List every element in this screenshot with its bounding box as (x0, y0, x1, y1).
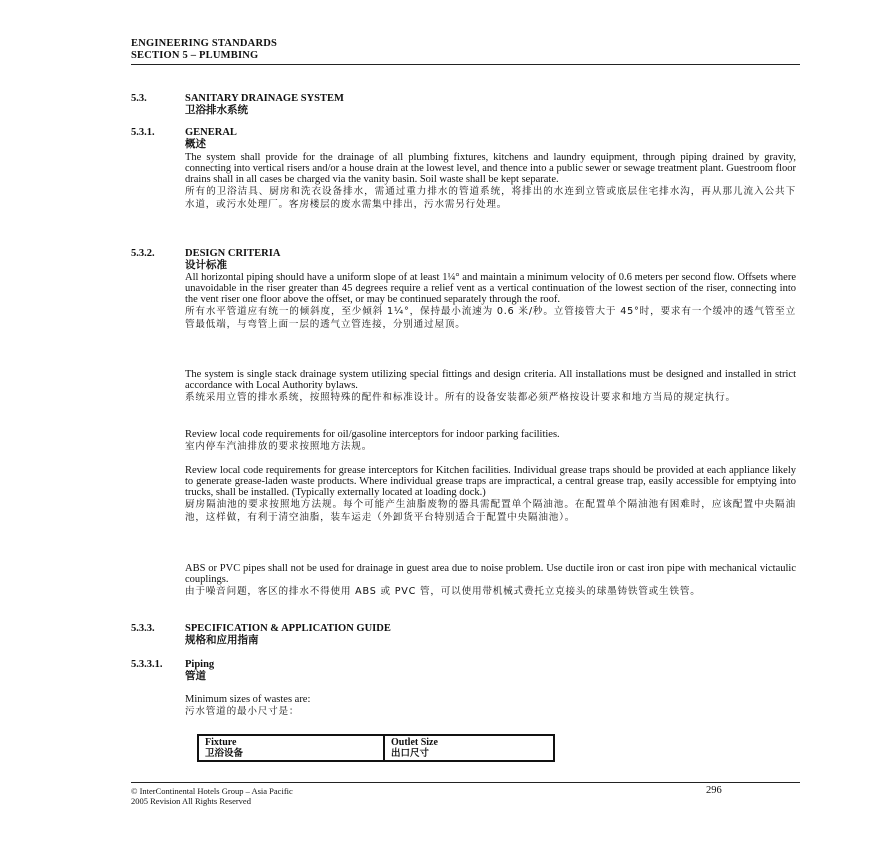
paragraph-cn: 由于噪音问题，客区的排水不得使用 ABS 或 PVC 管，可以使用带机械式费托立克接头的球墨铸铁管或生铁管。 (185, 586, 701, 597)
footer-copyright: © InterContinental Hotels Group – Asia Pacific (131, 786, 293, 796)
section-title-cn: 管道 (185, 671, 206, 682)
table-header-en: Outlet Size (391, 737, 438, 748)
footer-rule (131, 782, 800, 783)
paragraph-en: Review local code requirements for grease interceptors for Kitchen facilities. Individual grease traps should be provided at each appliance likely to generate grease-laden waste products. Where individual grease traps are impractical, a central grease trap, easily accessible for emptying into trucks, shall be installed. (Typically externally located at loading dock.) (185, 465, 796, 498)
paragraph-en: Review local code requirements for oil/gasoline interceptors for indoor parking facilities. (185, 429, 560, 440)
paragraph (185, 563, 796, 598)
table-header-en: Fixture (205, 737, 237, 748)
paragraph-en: All horizontal piping should have a uniform slope of at least 1¼° and maintain a minimum velocity of 0.6 meters per second flow. Offsets where unavoidable in the riser greater than 45 degrees require a relief vent as a vertical continuation of the lowest section of the riser, connecting into the vent riser one floor above the offset, or may be continued separately through the roof. (185, 272, 796, 305)
paragraph (185, 152, 796, 211)
section-title-en: Piping (185, 659, 215, 670)
table-header-cn: 出口尺寸 (391, 748, 430, 759)
table-header-row (198, 735, 554, 761)
paragraph-en: Minimum sizes of wastes are: (185, 694, 311, 705)
section-heading (185, 659, 214, 683)
section-title-en: DESIGN CRITERIA (185, 248, 281, 259)
table-header-outlet-size (384, 735, 554, 761)
paragraph-cn: 室内停车汽油排放的要求按照地方法规。 (185, 441, 373, 452)
section-number: 5.3.2. (131, 248, 155, 259)
section-heading (185, 248, 280, 272)
paragraph (185, 369, 796, 404)
paragraph-cn: 系统采用立管的排水系统，按照特殊的配件和标准设计。所有的设备安装都必须严格按设计要求和地方当局的规定执行。 (185, 392, 736, 403)
paragraph (185, 694, 796, 718)
section-title-cn: 卫浴排水系统 (185, 105, 248, 116)
paragraph-cn: 污水管道的最小尺寸是： (185, 706, 300, 717)
header-section: SECTION 5 – PLUMBING (131, 50, 259, 61)
paragraph (185, 272, 796, 331)
section-heading (185, 93, 344, 117)
section-heading (185, 623, 391, 647)
section-number: 5.3.3.1. (131, 659, 163, 670)
section-title-cn: 设计标准 (185, 260, 227, 271)
fixtures-table (197, 734, 555, 762)
section-title-en: SPECIFICATION & APPLICATION GUIDE (185, 623, 391, 634)
header-title: ENGINEERING STANDARDS (131, 38, 278, 49)
paragraph-en: The system shall provide for the drainage of all plumbing fixtures, kitchens and laundry equipment, through piping drained by gravity, connecting into vertical risers and/or a house drain at the lowest level, and thence into a public sewer or sewage treatment plant. Guestroom floor drains shall in all cases be charged via the vanity basin. Soil waste shall be kept separate. (185, 152, 796, 185)
paragraph-cn: 所有水平管道应有统一的倾斜度，至少倾斜 1¼°，保持最小流速为 0.6 米/秒。立管接管大于 45°时，要求有一个缓冲的透气管至立管最低端，与弯管上面一层的透气立管连接，分别通过屋顶。 (185, 306, 796, 330)
page-number: 296 (706, 785, 722, 796)
section-title-en: SANITARY DRAINAGE SYSTEM (185, 93, 344, 104)
section-title-en: GENERAL (185, 127, 237, 138)
header-rule (131, 64, 800, 65)
section-heading (185, 127, 237, 151)
footer-revision: 2005 Revision All Rights Reserved (131, 796, 251, 806)
paragraph-cn: 所有的卫浴洁具、厨房和洗衣设备排水，需通过重力排水的管道系统，将排出的水连到立管或底层住宅排水沟，再从那儿流入公共下水道，或污水处理厂。客房楼层的废水需集中排出，污水需另行处理。 (185, 186, 796, 210)
table-header-fixture (198, 735, 384, 761)
section-title-cn: 规格和应用指南 (185, 635, 259, 646)
section-number: 5.3.3. (131, 623, 155, 634)
paragraph (185, 465, 796, 524)
section-title-cn: 概述 (185, 139, 206, 150)
paragraph-cn: 厨房隔油池的要求按照地方法规。每个可能产生油脂废物的器具需配置单个隔油池。在配置单个隔油池有困难时，应该配置中央隔油池，这样做，有利于清空油脂，装车运走（外卸货平台特别适合于配置中央隔油池）。 (185, 499, 796, 523)
paragraph-en: ABS or PVC pipes shall not be used for drainage in guest area due to noise problem. Use ductile iron or cast iron pipe with mechanical victaulic couplings. (185, 563, 796, 585)
paragraph (185, 429, 796, 453)
paragraph-en: The system is single stack drainage system utilizing special fittings and design criteria. All installations must be designed and installed in strict accordance with Local Authority bylaws. (185, 369, 796, 391)
table-header-cn: 卫浴设备 (205, 748, 244, 759)
document-header (131, 38, 277, 62)
section-number: 5.3.1. (131, 127, 155, 138)
section-number: 5.3. (131, 93, 147, 104)
document-footer (131, 786, 293, 806)
